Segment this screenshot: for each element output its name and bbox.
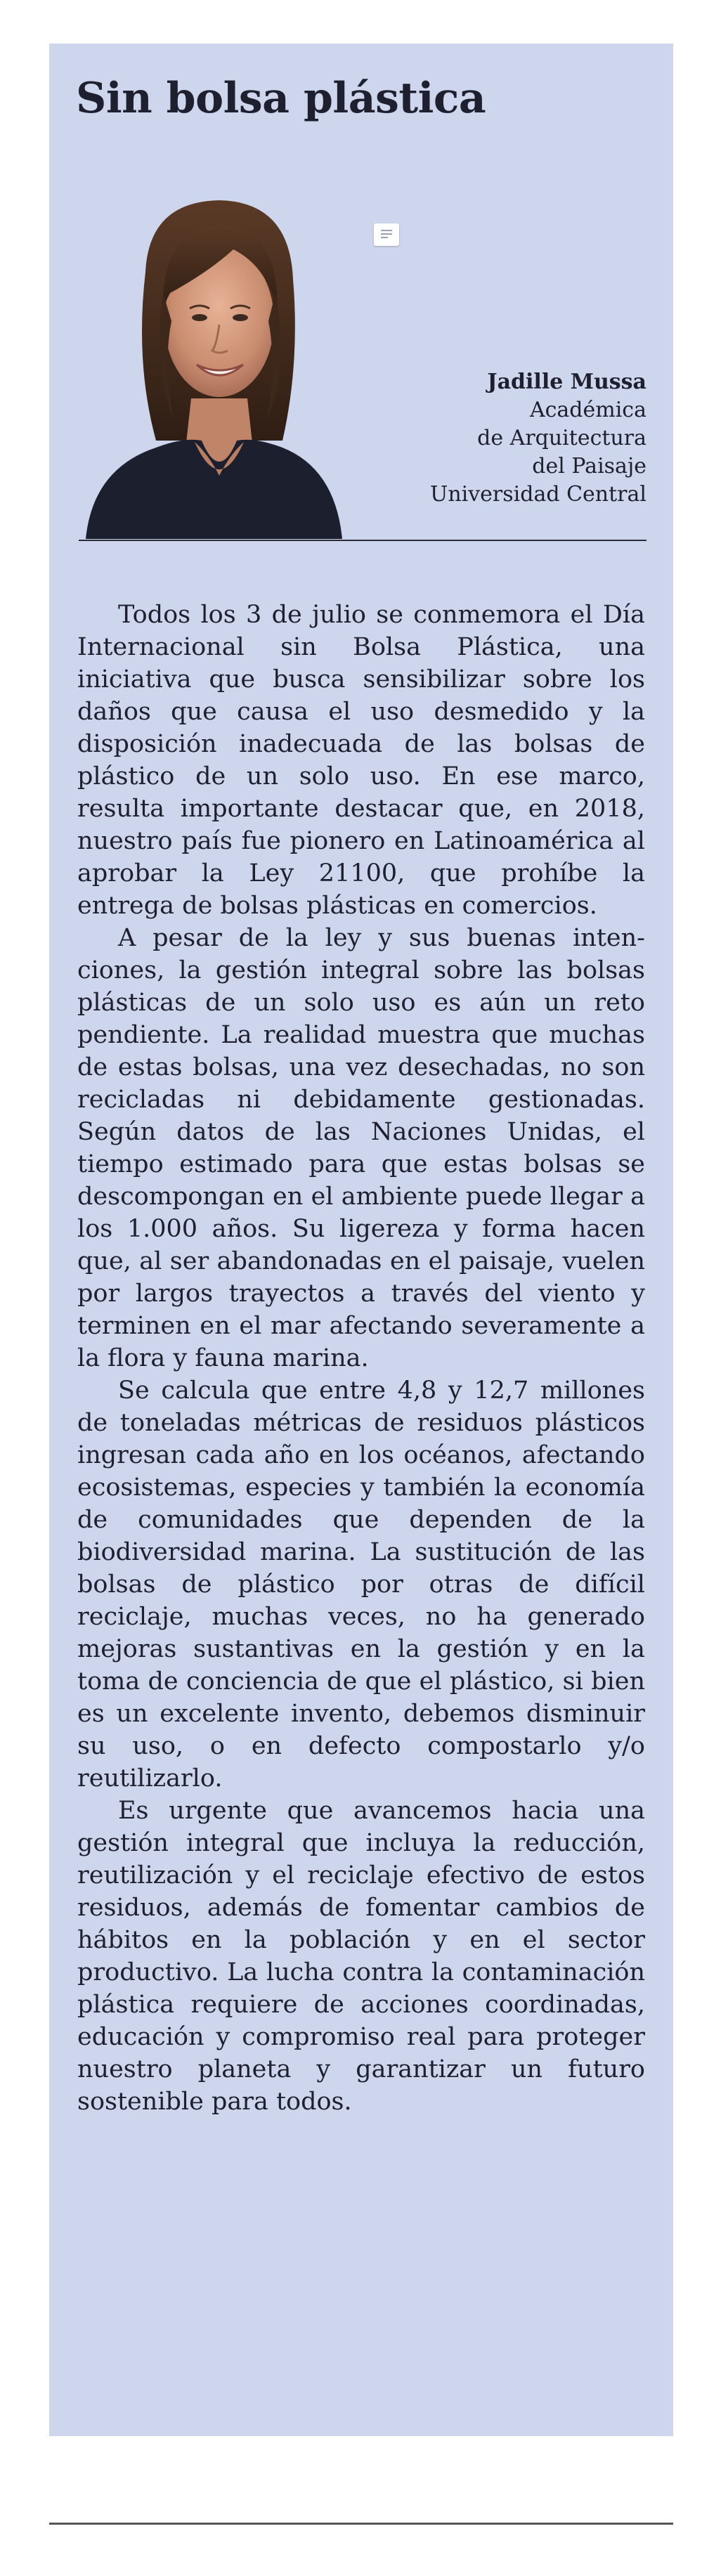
- article-paragraph: Es urgente que avancemos hacia una gestión integral que incluya la reducción, reutilización y el reciclaje efectivo de estos residuos, además de fomentar cambios de hábitos en la población y en el sector productivo. La lucha contra la contaminación plástica requiere de acciones coordinadas, educación y compromiso real para proteger nuestro planeta y garantizar un futuro sostenible para todos.: [77, 1797, 645, 2116]
- article-paragraph: Todos los 3 de julio se conmemora el Día Internacional sin Bolsa Plástica, una iniciativa que busca sensibilizar sobre los daños que causa el uso desmedido y la disposición inadecuada de las bolsas de plástico de un solo uso. En ese marco, resulta importante destacar que, en 2018, nuestro país fue pionero en Latinoamérica al aprobar la Ley 21100, que prohíbe la entrega de bolsas plásticas en comercios.: [77, 601, 645, 920]
- author-role-line: del Paisaje: [532, 454, 646, 479]
- comment-icon[interactable]: [374, 223, 399, 246]
- author-portrait: [79, 188, 346, 539]
- author-role-line: de Arquitectura: [477, 426, 646, 450]
- article-paragraph: Se calcula que entre 4,8 y 12,7 millones de toneladas métricas de residuos plásticos ingresan cada año en los océanos, afectando ecosistemas, especies y también la economía de comunidades que dependen de la biodiversidad marina. La sustitución de las bolsas de plástico por otras de difícil reciclaje, muchas veces, no ha generado mejoras sustantivas en la gestión y en la toma de conciencia de que el plástico, si bien es un excelente invento, debemos disminuir su uso, o en defecto compostarlo y/o reutilizarlo.: [77, 1377, 645, 1793]
- article-body: [77, 599, 645, 2118]
- author-role-line: Universidad Central: [430, 482, 646, 507]
- article-title: Sin bolsa plástica: [76, 74, 486, 123]
- opinion-column: [49, 44, 673, 2436]
- page-bottom-divider: [49, 2523, 673, 2525]
- article-paragraph: A pesar de la ley y sus buenas intenciones, la gestión integral sobre las bolsas plásticas de un solo uso es aún un reto pendiente. La realidad muestra que muchas de estas bolsas, una vez desechadas, no son recicladas ni debidamente gestionadas. Según datos de las Naciones Unidas, el tiempo estimado para que estas bolsas se descompongan en el ambiente puede llegar a los 1.000 años. Su ligereza y forma hacen que, al ser abandonadas en el paisaje, vuelen por largos trayectos a través del viento y terminen en el mar afectando severamente a la flora y fauna marina.: [77, 924, 645, 1372]
- byline-divider: [79, 540, 646, 541]
- author-name: Jadille Mussa: [487, 370, 646, 394]
- author-byline: [430, 368, 646, 509]
- author-role-line: Académica: [529, 398, 646, 422]
